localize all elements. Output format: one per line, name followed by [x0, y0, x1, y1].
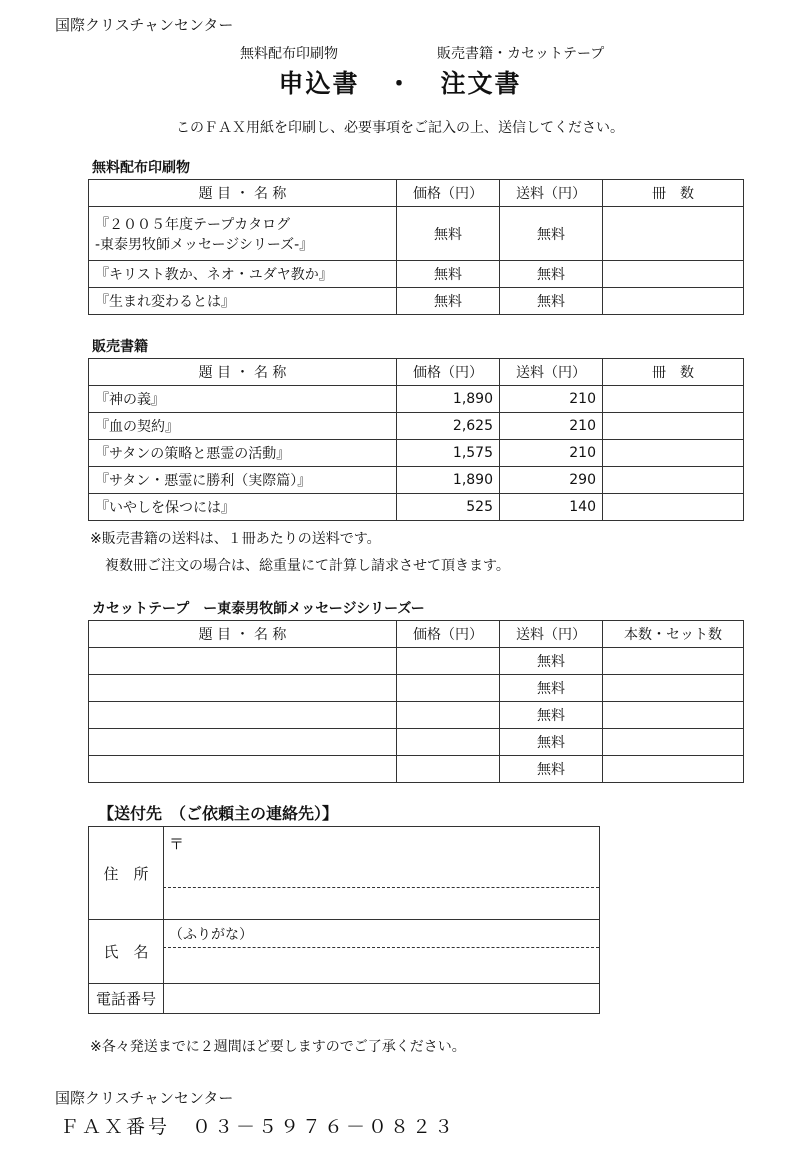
- price-cell[interactable]: [397, 648, 500, 675]
- books-table: [88, 358, 744, 521]
- table-header-row: [89, 180, 744, 207]
- shipping-cell: 無料: [500, 756, 603, 783]
- table-row: [89, 261, 744, 288]
- item-name-cell[interactable]: [89, 729, 397, 756]
- item-name-line2: -東泰男牧師メッセージシリーズ-』: [95, 236, 314, 253]
- col-header-title: 題 目 ・ 名 称: [89, 359, 397, 386]
- shipping-note: ※販売書籍の送料は、１冊あたりの送料です。: [90, 531, 381, 547]
- table-row: [89, 756, 744, 783]
- col-header-shipping: 送料（円）: [500, 621, 603, 648]
- price-cell[interactable]: [397, 729, 500, 756]
- delivery-note: ※各々発送までに２週間ほど要しますのでご了承ください。: [90, 1039, 466, 1055]
- phone-label: 電話番号: [89, 984, 164, 1013]
- item-name-cell: [89, 207, 397, 261]
- quantity-cell[interactable]: [603, 288, 744, 315]
- table-header-row: [89, 621, 744, 648]
- quantity-cell[interactable]: [603, 413, 744, 440]
- price-cell: 1,575: [397, 440, 500, 467]
- quantity-cell[interactable]: [603, 494, 744, 521]
- shipping-cell: 無料: [500, 261, 603, 288]
- col-header-title: 題 目 ・ 名 称: [89, 180, 397, 207]
- table-row: [89, 440, 744, 467]
- item-name-cell[interactable]: [89, 702, 397, 729]
- table-header-row: [89, 359, 744, 386]
- name-field[interactable]: [163, 948, 599, 982]
- fax-number: ＦＡＸ番号 ０３－５９７６－０８２３: [60, 1116, 457, 1138]
- organization-name: 国際クリスチャンセンター: [55, 16, 234, 34]
- shipping-cell: 無料: [500, 648, 603, 675]
- footer-organization-name: 国際クリスチャンセンター: [55, 1089, 234, 1107]
- col-header-shipping: 送料（円）: [500, 180, 603, 207]
- col-header-title: 題 目 ・ 名 称: [89, 621, 397, 648]
- address-label: 住 所: [89, 827, 164, 919]
- section-title-tapes: カセットテープ ー東泰男牧師メッセージシリーズー: [92, 601, 425, 617]
- item-name-cell: 『キリスト教か、ネオ・ユダヤ教か』: [89, 261, 397, 288]
- item-name-cell[interactable]: [89, 648, 397, 675]
- price-cell: 無料: [397, 261, 500, 288]
- item-name-cell: 『サタン・悪霊に勝利（実際篇）』: [89, 467, 397, 494]
- table-row: [89, 413, 744, 440]
- instruction-text: このＦＡＸ用紙を印刷し、必要事項をご記入の上、送信してください。: [176, 120, 624, 136]
- shipping-cell: 無料: [500, 702, 603, 729]
- free-materials-table: [88, 179, 744, 315]
- quantity-cell[interactable]: [603, 467, 744, 494]
- phone-field[interactable]: [163, 984, 599, 1013]
- table-row: [89, 729, 744, 756]
- price-cell: 1,890: [397, 467, 500, 494]
- col-header-price: 価格（円）: [397, 621, 500, 648]
- shipping-cell: 無料: [500, 207, 603, 261]
- price-cell: 525: [397, 494, 500, 521]
- quantity-cell[interactable]: [603, 440, 744, 467]
- phone-row: [89, 984, 599, 1013]
- col-header-quantity: 冊 数: [603, 180, 744, 207]
- shipping-cell: 210: [500, 413, 603, 440]
- price-cell[interactable]: [397, 702, 500, 729]
- name-row: [89, 920, 599, 984]
- item-name-cell: 『サタンの策略と悪霊の活動』: [89, 440, 397, 467]
- col-header-quantity: 本数・セット数: [603, 621, 744, 648]
- table-row: [89, 648, 744, 675]
- page-title: 申込書 ・ 注文書: [278, 69, 522, 98]
- quantity-cell[interactable]: [603, 207, 744, 261]
- quantity-cell[interactable]: [603, 386, 744, 413]
- table-row: [89, 386, 744, 413]
- price-cell: 1,890: [397, 386, 500, 413]
- quantity-cell[interactable]: [603, 756, 744, 783]
- item-name-line1: 『２００５年度テープカタログ: [95, 216, 291, 233]
- table-row: [89, 702, 744, 729]
- table-row: [89, 494, 744, 521]
- item-name-cell: 『神の義』: [89, 386, 397, 413]
- table-row: [89, 675, 744, 702]
- shipping-cell: 290: [500, 467, 603, 494]
- col-header-price: 価格（円）: [397, 359, 500, 386]
- name-label: 氏 名: [89, 920, 164, 983]
- col-header-shipping: 送料（円）: [500, 359, 603, 386]
- shipping-cell: 無料: [500, 288, 603, 315]
- quantity-cell[interactable]: [603, 675, 744, 702]
- item-name-cell[interactable]: [89, 675, 397, 702]
- quantity-cell[interactable]: [603, 702, 744, 729]
- multi-order-note: 複数冊ご注文の場合は、総重量にて計算し請求させて頂きます。: [105, 558, 510, 574]
- col-header-price: 価格（円）: [397, 180, 500, 207]
- price-cell: 無料: [397, 207, 500, 261]
- tapes-table: [88, 620, 744, 783]
- item-name-cell[interactable]: [89, 756, 397, 783]
- shipping-cell: 210: [500, 386, 603, 413]
- subtitle-books-tapes: 販売書籍・カセットテープ: [437, 46, 605, 62]
- send-to-form: [88, 826, 600, 1014]
- shipping-cell: 無料: [500, 675, 603, 702]
- quantity-cell[interactable]: [603, 261, 744, 288]
- shipping-cell: 210: [500, 440, 603, 467]
- quantity-cell[interactable]: [603, 648, 744, 675]
- section-title-free: 無料配布印刷物: [92, 160, 190, 176]
- quantity-cell[interactable]: [603, 729, 744, 756]
- address-field-line1[interactable]: [163, 827, 599, 887]
- price-cell: 無料: [397, 288, 500, 315]
- item-name-cell: 『いやしを保つには』: [89, 494, 397, 521]
- address-row: [89, 827, 599, 920]
- price-cell[interactable]: [397, 756, 500, 783]
- price-cell[interactable]: [397, 675, 500, 702]
- price-cell: 2,625: [397, 413, 500, 440]
- col-header-quantity: 冊 数: [603, 359, 744, 386]
- item-name-cell: 『生まれ変わるとは』: [89, 288, 397, 315]
- item-name-cell: 『血の契約』: [89, 413, 397, 440]
- table-row: [89, 207, 744, 261]
- table-row: [89, 467, 744, 494]
- address-field-line2[interactable]: [163, 888, 599, 918]
- table-row: [89, 288, 744, 315]
- furigana-field[interactable]: [163, 920, 599, 947]
- section-title-send-to: 【送付先 （ご依頼主の連絡先）】: [98, 804, 339, 823]
- shipping-cell: 無料: [500, 729, 603, 756]
- shipping-cell: 140: [500, 494, 603, 521]
- postal-mark: 〒: [169, 835, 185, 853]
- subtitle-free-materials: 無料配布印刷物: [240, 46, 338, 62]
- furigana-label: （ふりがな）: [169, 927, 253, 943]
- section-title-books: 販売書籍: [92, 339, 148, 355]
